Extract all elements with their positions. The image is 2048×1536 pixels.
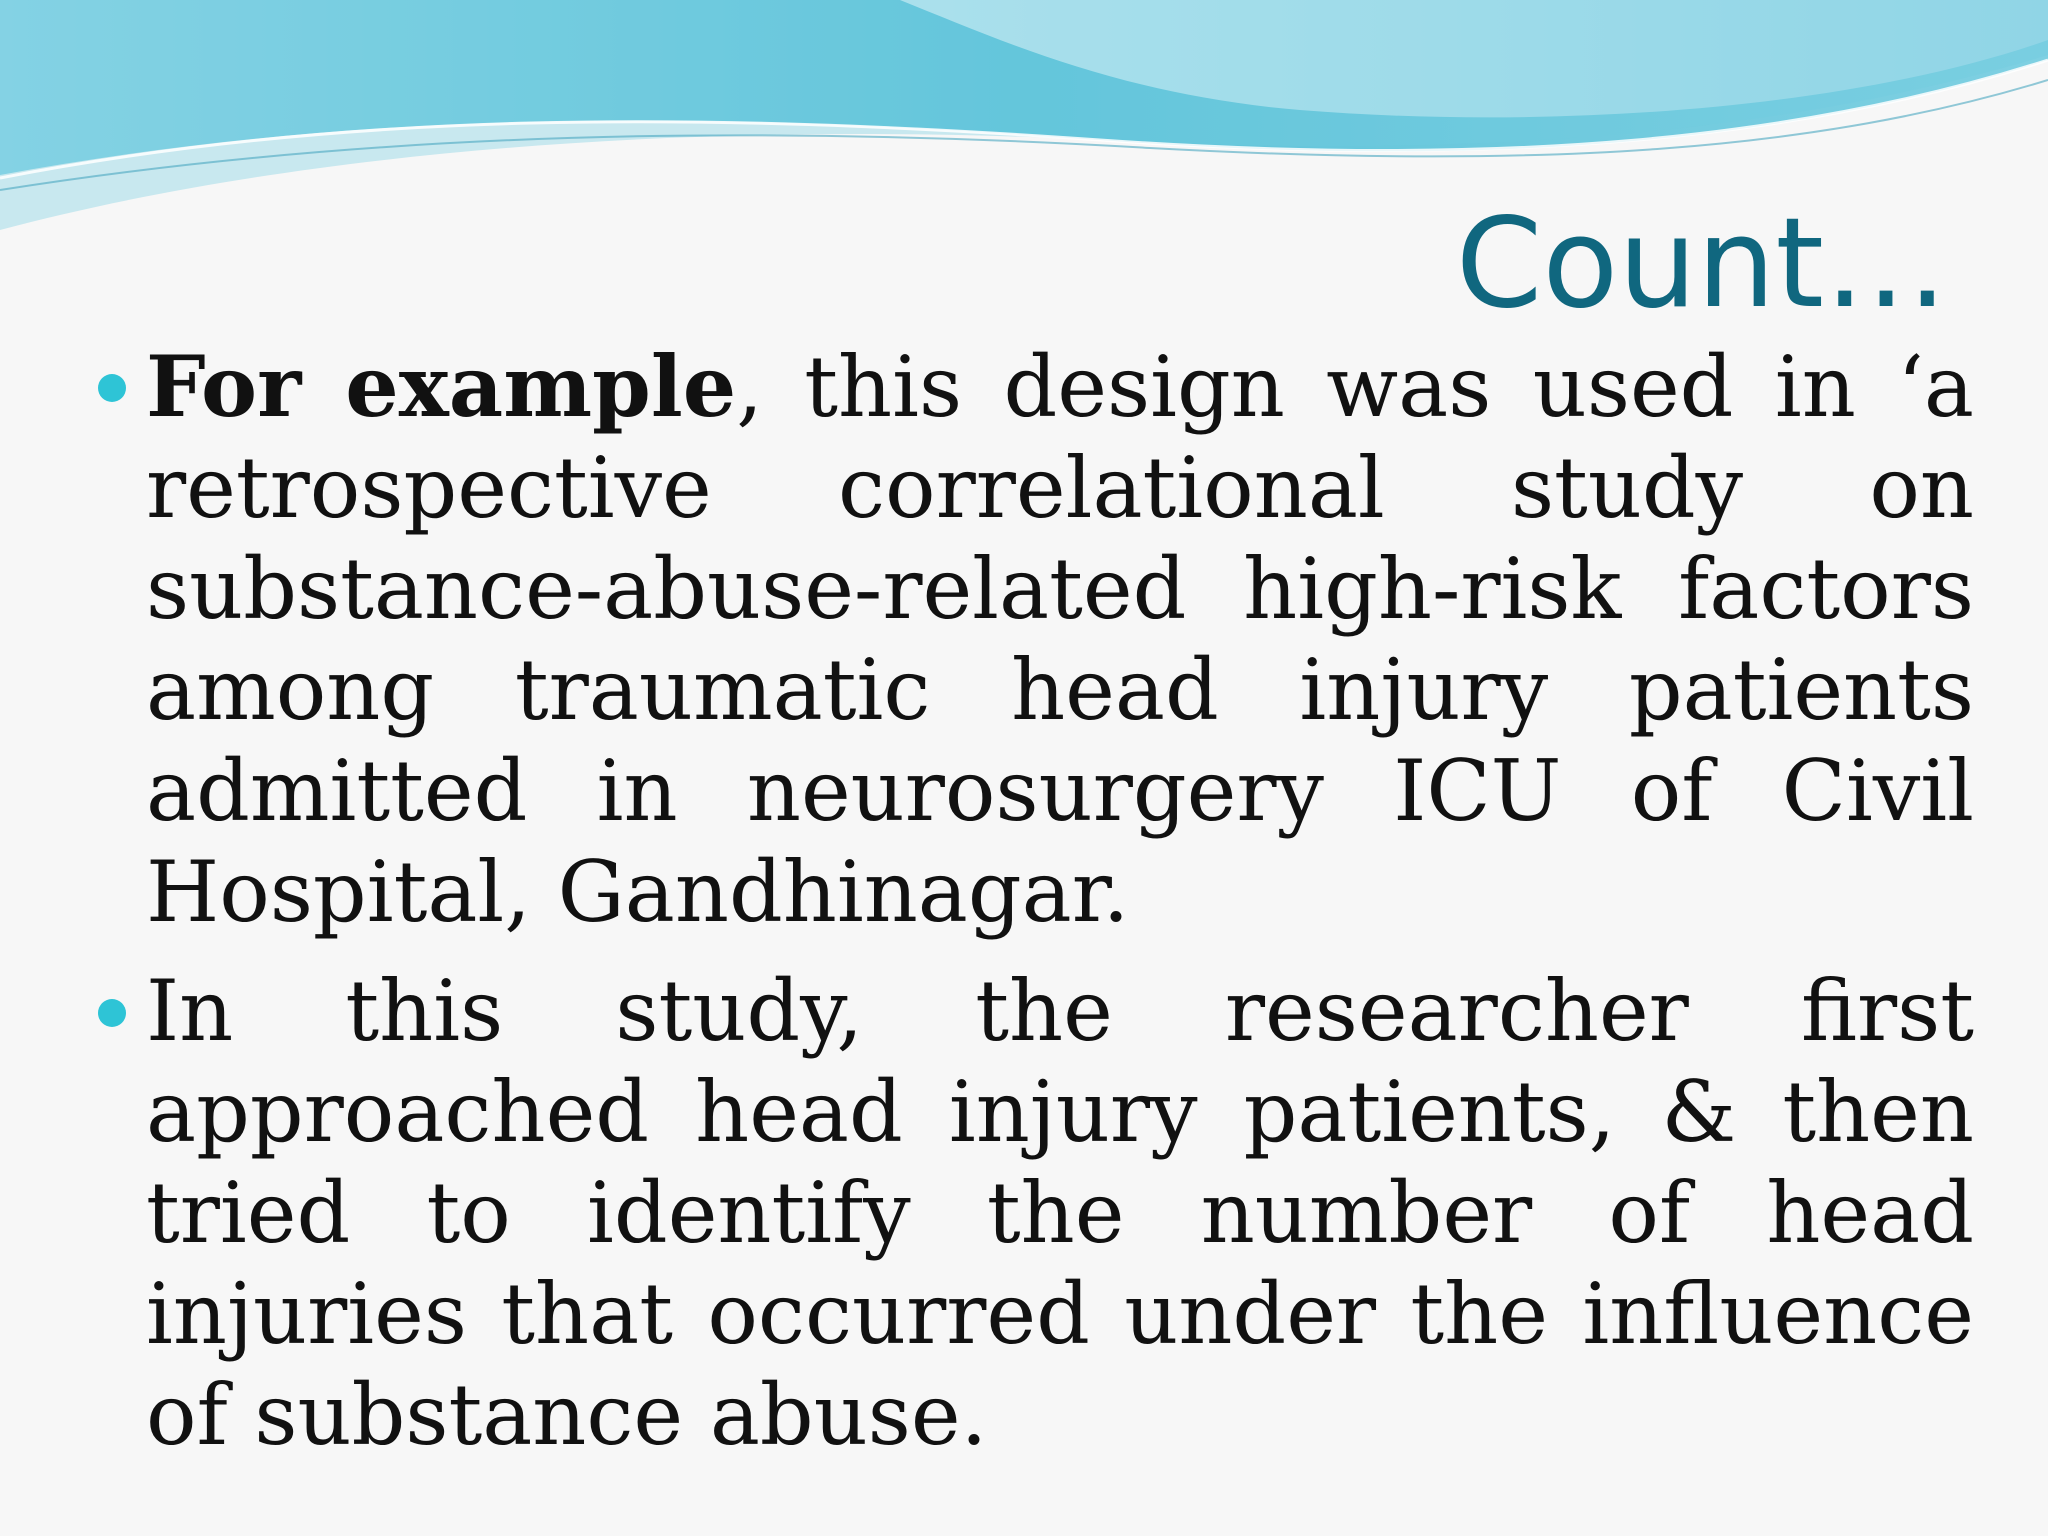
bullet-item [96,961,1974,1466]
bullet-lead: For example [146,337,737,436]
bullet-item [96,336,1974,943]
bullet-dot-icon [98,374,126,402]
slide-title: Count… [1455,192,1948,336]
bullet-dot-icon [98,999,126,1027]
bullet-list [96,336,1974,1484]
bullet-text: , this design was used in ‘a retrospective correlational study on substance-abuse-related high-risk factors among traumatic head injury patients admitted in neurosurgery ICU of Civil Hospital, Gandhinagar. [146,338,1974,941]
bullet-text: In this study, the researcher first approached head injury patients, & then tried to identify the number of head injuries that occurred under the influence of substance abuse. [146,962,1974,1464]
